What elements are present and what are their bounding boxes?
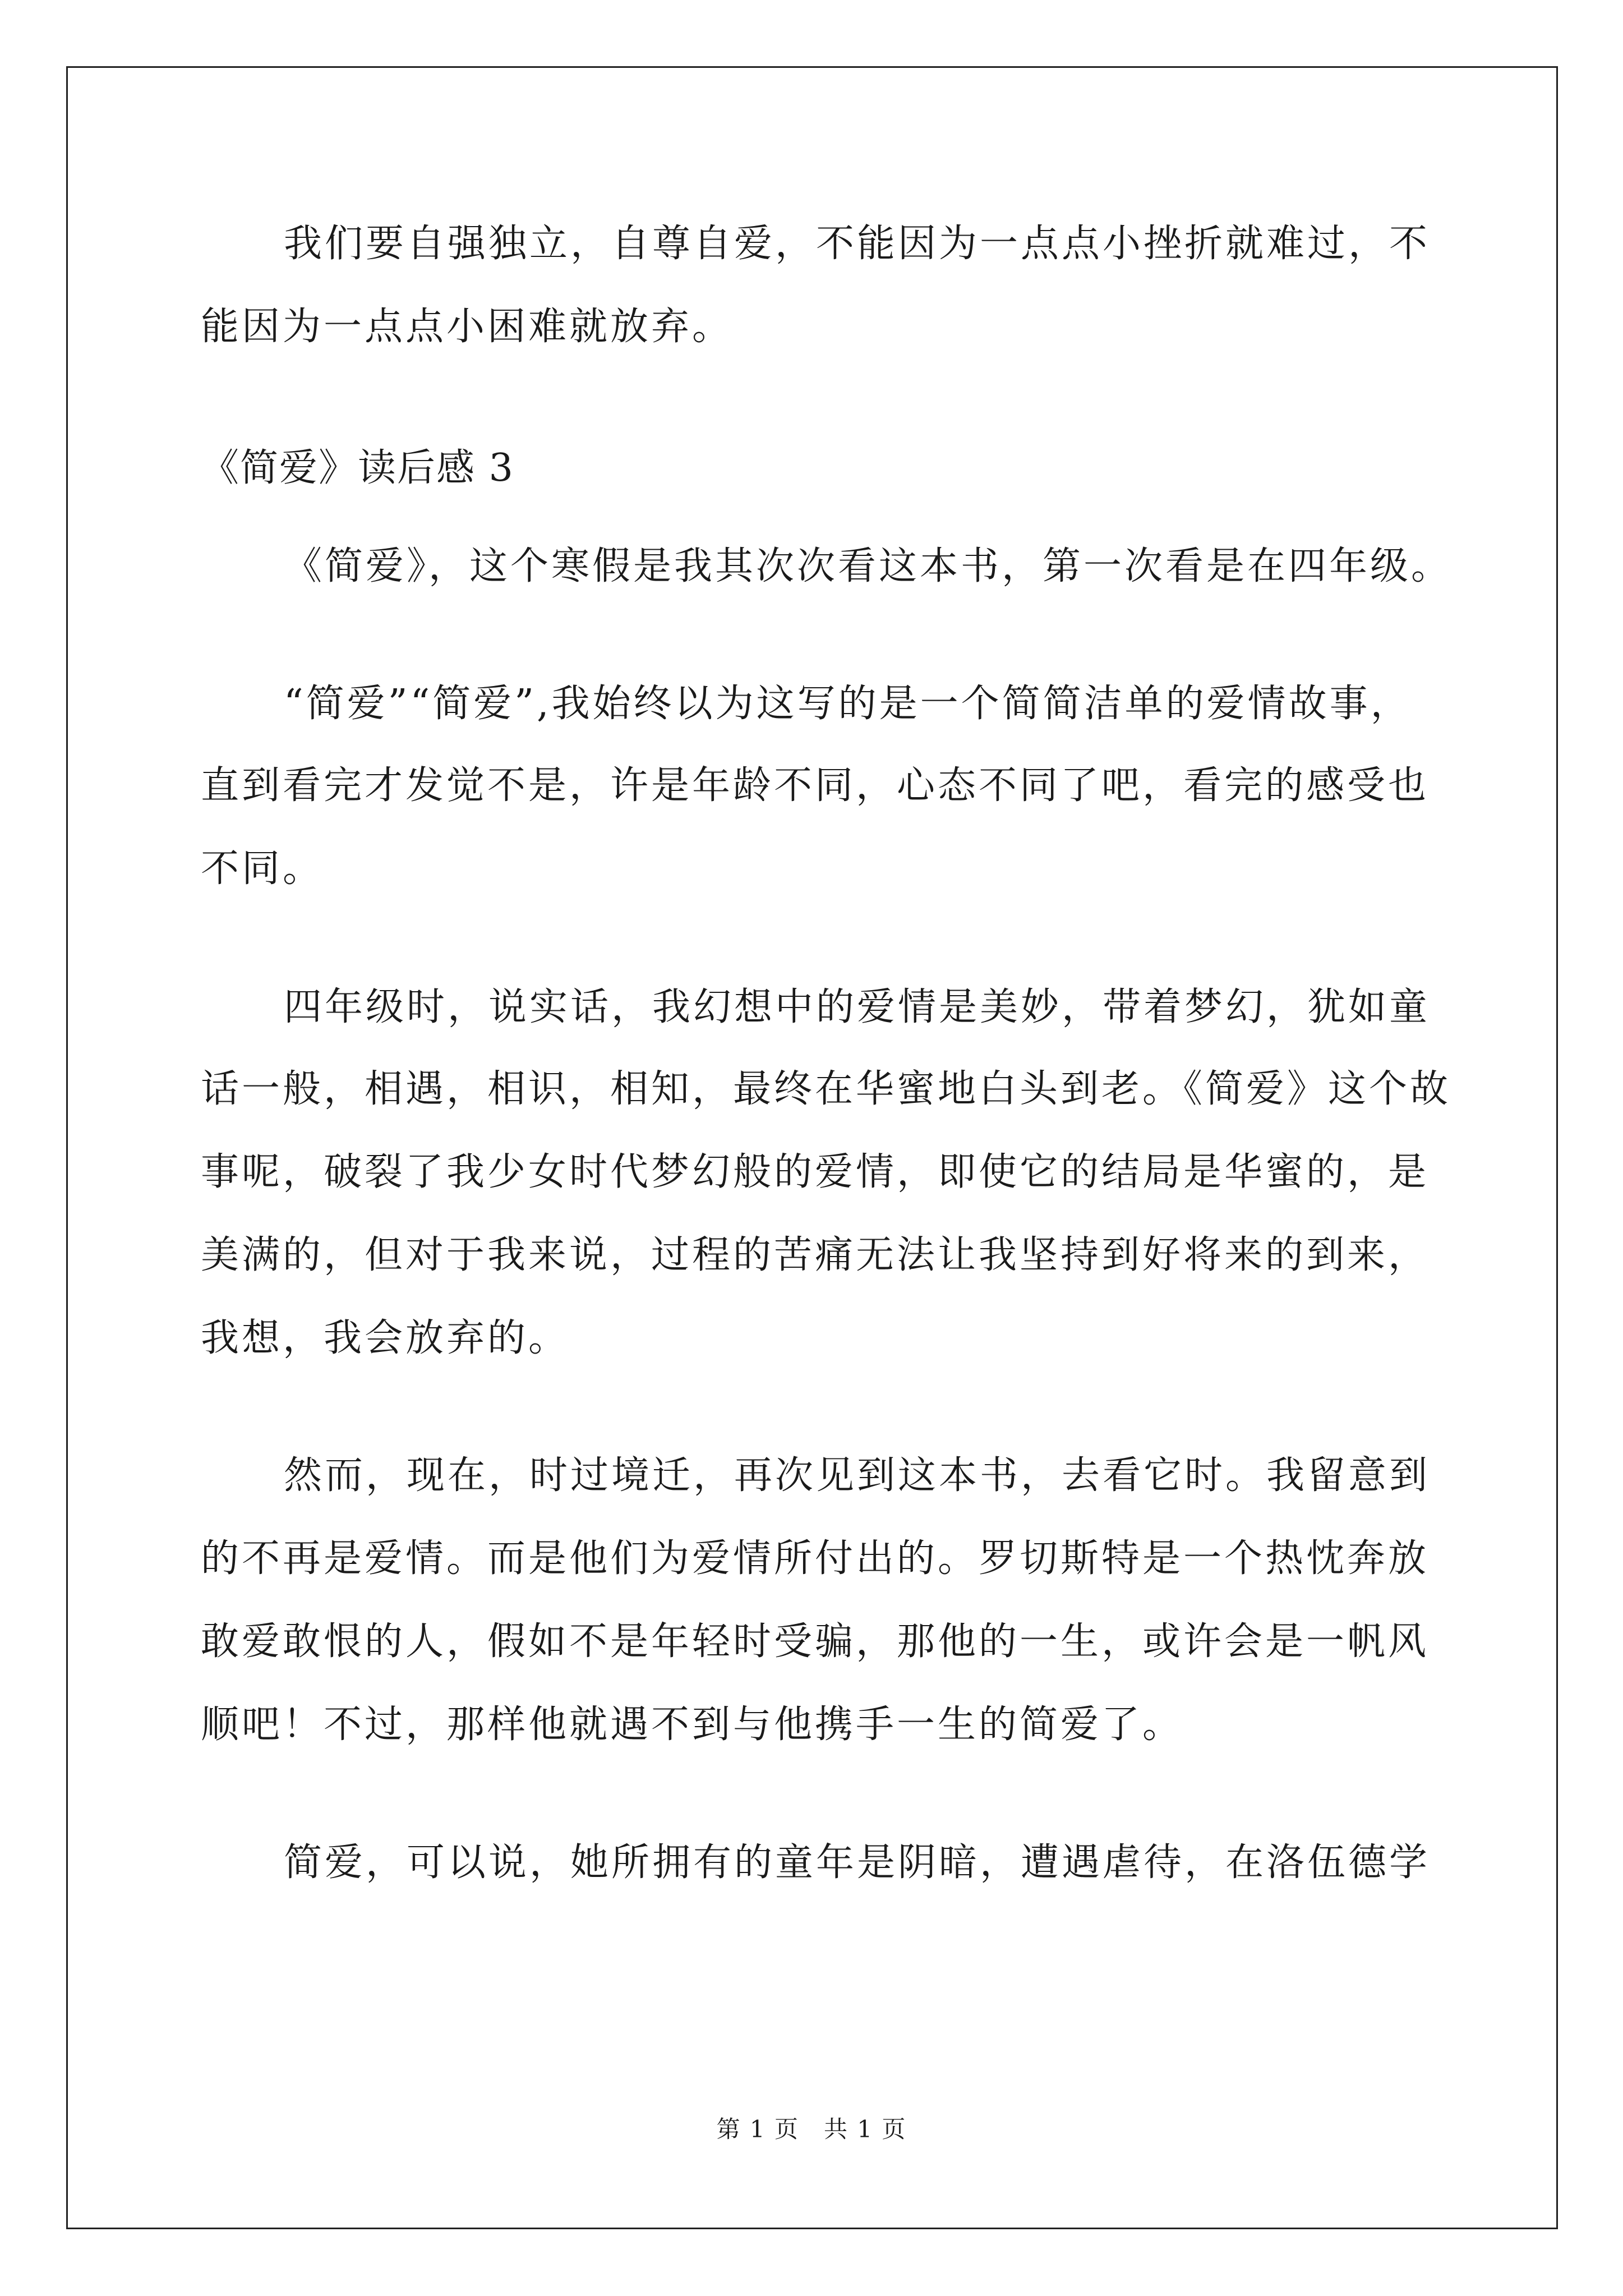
paragraph-line: 美满的，但对于我来说，过程的苦痛无法让我坚持到好将来的到来，: [201, 1233, 1430, 1277]
paragraph-line: 简爱，可以说，她所拥有的童年是阴暗，遭遇虐待，在洛伍德学: [284, 1841, 1431, 1885]
paragraph-line: 然而，现在，时过境迁，再次见到这本书，去看它时。我留意到: [284, 1453, 1431, 1498]
paragraph-line: 我们要自强独立，自尊自爱，不能因为一点点小挫折就难过，不: [284, 222, 1431, 266]
paragraph-line: 不同。: [201, 846, 324, 891]
page-number-footer: 第 1 页 共 1 页: [716, 2115, 907, 2143]
paragraph-line: 话一般，相遇，相识，相知，最终在华蜜地白头到老。《简爱》这个故: [201, 1067, 1451, 1111]
paragraph-line: 四年级时，说实话，我幻想中的爱情是美妙，带着梦幻，犹如童: [284, 985, 1431, 1029]
paragraph-line: 我想，我会放弃的。: [201, 1316, 570, 1360]
paragraph-line: 能因为一点点小困难就放弃。: [201, 305, 734, 349]
paragraph-line: 事呢，破裂了我少女时代梦幻般的爱情，即使它的结局是华蜜的，是: [201, 1150, 1430, 1194]
section-heading: 《简爱》读后感 3: [201, 446, 514, 490]
paragraph-line: 敢爱敢恨的人，假如不是年轻时受骗，那他的一生，或许会是一帆风: [201, 1619, 1430, 1664]
paragraph-line: 顺吧！不过，那样他就遇不到与他携手一生的简爱了。: [201, 1703, 1184, 1747]
paragraph-line: “简爱”“简爱”,我始终以为这写的是一个简简洁单的爱情故事，: [284, 682, 1412, 726]
paragraph-line: 直到看完才发觉不是，许是年龄不同，心态不同了吧，看完的感受也: [201, 763, 1430, 808]
paragraph-line: 《简爱》，这个寒假是我其次次看这本书，第一次看是在四年级。: [284, 544, 1453, 588]
paragraph-line: 的不再是爱情。而是他们为爱情所付出的。罗切斯特是一个热忱奔放: [201, 1536, 1430, 1581]
